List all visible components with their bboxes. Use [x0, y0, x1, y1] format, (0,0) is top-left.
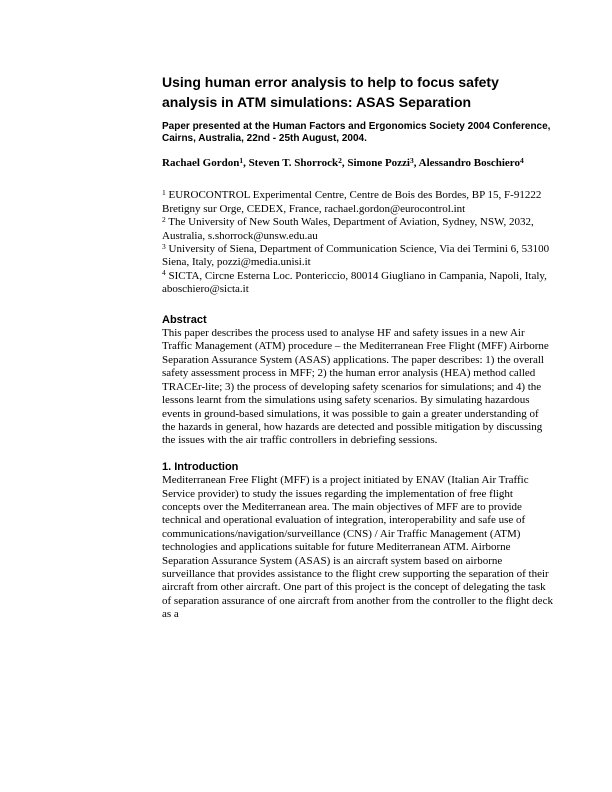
paper-title: Using human error analysis to help to focus safety analysis in ATM simulations: ASAS Separation	[162, 74, 499, 110]
affiliation-text: SICTA, Circne Esterna Loc. Pontericcio, 80014 Giugliano in Campania, Napoli, Italy, aboschiero@sicta.it	[162, 269, 547, 296]
author-affiliation-ref: 4	[520, 155, 524, 165]
author-name: , Simone Pozzi	[341, 157, 410, 169]
author-name: Rachael Gordon	[162, 157, 240, 169]
affiliation-number: 4	[162, 268, 166, 278]
paper-content	[162, 72, 554, 622]
introduction-body: Mediterranean Free Flight (MFF) is a project initiated by ENAV (Italian Air Traffic Service provider) to study the issues regarding the implementation of free flight concepts over the Mediterranean area. The main objectives of MFF are to provide technical and operational evaluation of integration, interoperability and safe use of communications/navigation/surveillance (CNS) / Air Traffic Management (ATM) technologies and applications suitable for future Mediterranean ATM. Airborne Separation Assurance System (ASAS) is an aircraft system based on airborne surveillance that provides assistance to the flight crew supporting the separation of their aircraft from other aircraft. One part of this project is the concept of delegating the task of separation assurance of one aircraft from another from the controller to the flight deck as a	[162, 474, 553, 621]
section-introduction	[162, 461, 554, 622]
affiliation-text: The University of New South Wales, Department of Aviation, Sydney, NSW, 2032, Australia, s.shorrock@unsw.edu.au	[162, 216, 534, 242]
affiliation-number: 3	[162, 241, 166, 251]
affiliation-text: University of Siena, Department of Communication Science, Via dei Termini 6, 53100 Siena, Italy, pozzi@media.unisi.it	[162, 243, 550, 269]
author-affiliation-ref: 1	[239, 155, 244, 165]
affiliation-item	[162, 270, 554, 297]
affiliation-number: 1	[162, 187, 166, 197]
conference-note: Paper presented at the Human Factors and Ergonomics Society 2004 Conference, Cairns, Australia, 22nd - 25th August, 2004.	[162, 121, 551, 144]
author-name: , Steven T. Shorrock	[243, 157, 339, 169]
author-affiliation-ref: 2	[338, 155, 342, 165]
author-line	[162, 157, 554, 170]
abstract-heading: Abstract	[162, 313, 207, 326]
affiliation-item	[162, 243, 554, 270]
author-affiliation-ref: 3	[410, 155, 414, 165]
affiliations-block	[162, 189, 554, 296]
affiliation-item	[162, 189, 554, 216]
introduction-heading: 1. Introduction	[162, 460, 239, 473]
affiliation-item	[162, 216, 554, 243]
affiliation-text: EUROCONTROL Experimental Centre, Centre de Bois des Bordes, BP 15, F-91222 Bretigny sur Orge, CEDEX, France, rachael.gordon@eurocontrol.int	[162, 189, 542, 215]
author-name: , Alessandro Boschiero	[413, 157, 520, 169]
abstract-body: This paper describes the process used to analyse HF and safety issues in a new Air Traffic Management (ATM) procedure – the Mediterranean Free Flight (MFF) Airborne Separation Assurance System (ASAS) applications. The paper describes: 1) the overall safety assessment process in MFF; 2) the human error analysis (HEA) method called TRACEr-lite; 3) the process of developing safety scenarios for simulations; and 4) the lessons learnt from the simulations using safety scenarios. By simulating hazardous events in ground-based simulations, it was possible to gain a greater understanding of the hazards in general, how hazards are detected and possible mitigation by discussing the issues with the air traffic controllers in debriefing sessions.	[162, 327, 549, 447]
section-abstract	[162, 314, 554, 448]
affiliation-number: 2	[162, 214, 166, 224]
